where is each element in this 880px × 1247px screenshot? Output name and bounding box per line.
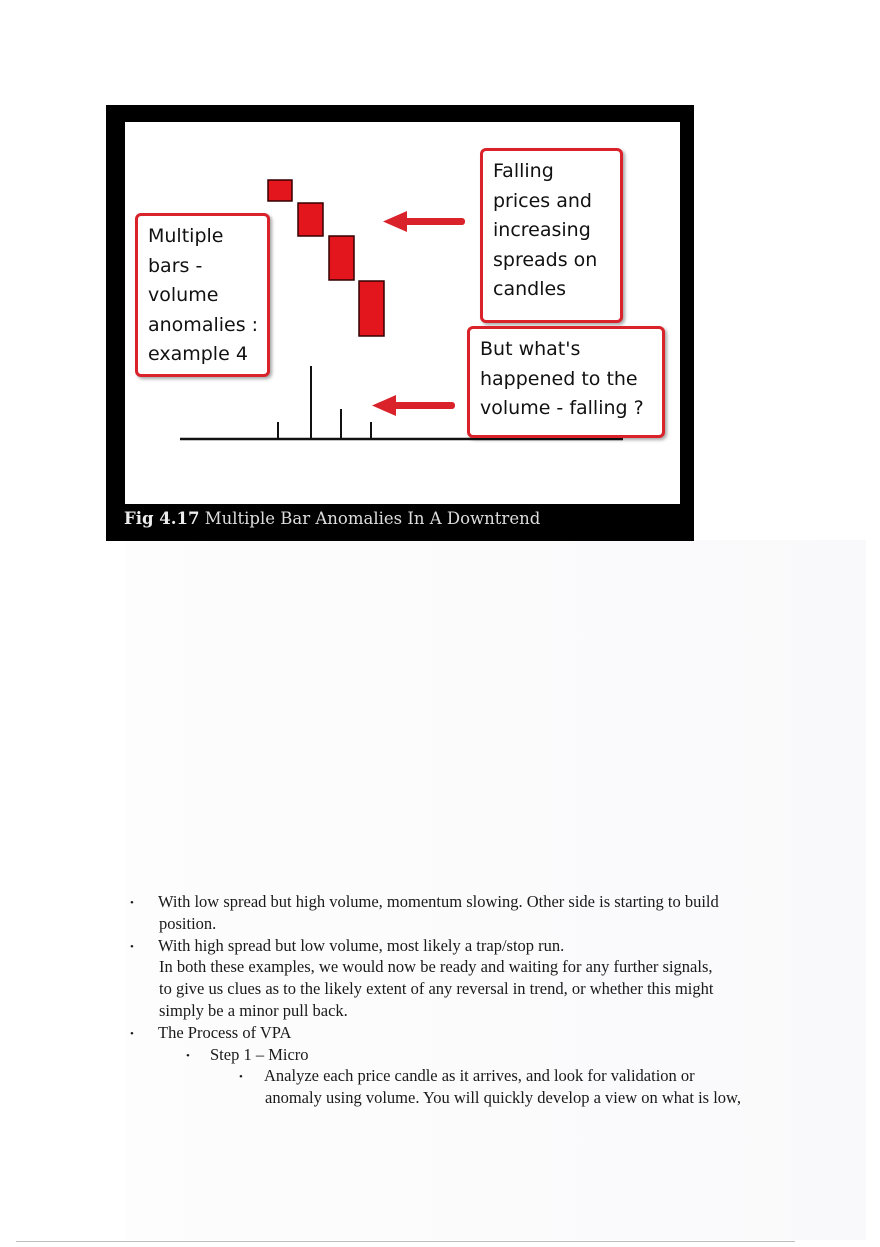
list-item: • Step 1 – Micro: [130, 1044, 830, 1066]
figure-caption: [124, 509, 540, 528]
arrow-to-volume-icon: [372, 395, 455, 416]
candle-4: [359, 281, 384, 336]
arrow-to-candles-icon: [383, 211, 465, 232]
figure-4-17: [106, 105, 694, 541]
footer-divider: [16, 1241, 795, 1242]
callout-multiple-bars: Multiple bars - volume anomalies : example 4: [135, 213, 270, 377]
callout-volume-question: But what's happened to the volume - falling ?: [467, 326, 665, 438]
bullet-icon: •: [186, 1049, 190, 1062]
bullet-icon: •: [130, 1027, 134, 1040]
candle-1: [268, 180, 292, 201]
body-text: • With low spread but high volume, momentum slowing. Other side is starting to build position. • With high spread but low volume, most likely a trap/stop run. In both these examples, we would now be ready and waiting for any further signals, to give us clues as to the likely extent of any reversal in trend, or whether this might simply be a minor pull back. • The Process of VPA • Step 1 – Micro • Analyze each price candle as it arrives, and look for validation or anomaly using volume. You will quickly develop a view on what is low,: [130, 891, 830, 1109]
bullet-icon: •: [130, 940, 134, 953]
list-item: • Analyze each price candle as it arrives, and look for validation or: [130, 1065, 830, 1087]
candle-2: [298, 203, 323, 236]
callout-falling-prices: Falling prices and increasing spreads on candles: [480, 148, 623, 323]
candle-3: [329, 236, 354, 280]
paragraph: In both these examples, we would now be ready and waiting for any further signals,: [159, 957, 713, 977]
page-background: [126, 540, 866, 1240]
caption-title: Multiple Bar Anomalies In A Downtrend: [204, 509, 541, 528]
figure-canvas: [125, 122, 680, 504]
bullet-icon: •: [239, 1071, 243, 1084]
list-item: • The Process of VPA: [130, 1022, 830, 1044]
bullet-icon: •: [130, 897, 134, 909]
list-item: • With high spread but low volume, most likely a trap/stop run.: [130, 935, 830, 957]
caption-label: Fig 4.17: [124, 509, 200, 528]
list-item: • With low spread but high volume, momentum slowing. Other side is starting to build: [130, 891, 830, 913]
